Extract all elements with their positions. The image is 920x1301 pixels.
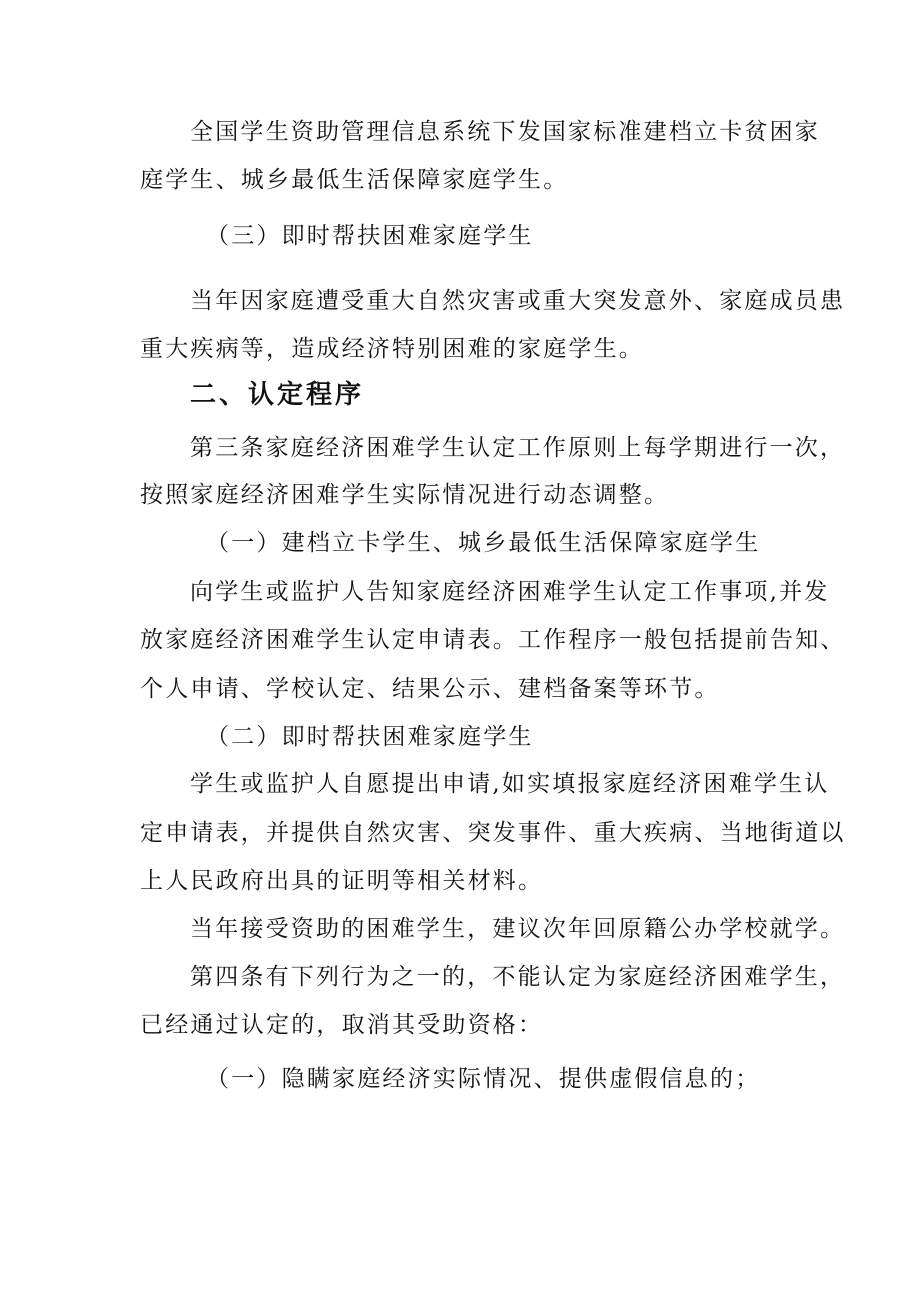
- paragraph-line: 第三条家庭经济困难学生认定工作原则上每学期进行一次，: [190, 435, 846, 461]
- paragraph-line: 庭学生、城乡最低生活保障家庭学生。: [140, 167, 569, 193]
- paragraph-line: 第四条有下列行为之一的，不能认定为家庭经济困难学生，: [190, 964, 846, 990]
- section-heading: 二、认定程序: [190, 380, 365, 410]
- paragraph-line: 学生或监护人自愿提出申请,如实填报家庭经济困难学生认: [190, 771, 830, 797]
- paragraph-line: 重大疾病等，造成经济特别困难的家庭学生。: [140, 336, 644, 362]
- subsection-heading: （一）建档立卡学生、城乡最低生活保障家庭学生: [206, 530, 761, 556]
- subsection-heading: （二）即时帮扶困难家庭学生: [206, 724, 534, 750]
- paragraph-line: 按照家庭经济困难学生实际情况进行动态调整。: [140, 482, 670, 508]
- paragraph-line: 已经通过认定的，取消其受助资格：: [140, 1012, 544, 1038]
- list-item: （一）隐瞒家庭经济实际情况、提供虚假信息的；: [206, 1066, 761, 1092]
- paragraph-line: 当年接受资助的困难学生，建议次年回原籍公办学校就学。: [190, 916, 846, 942]
- paragraph-line: 上人民政府出具的证明等相关材料。: [140, 868, 544, 894]
- paragraph-line: 当年因家庭遭受重大自然灾害或重大突发意外、家庭成员患: [190, 288, 846, 314]
- subsection-heading: （三）即时帮扶困难家庭学生: [206, 223, 534, 249]
- paragraph-line: 全国学生资助管理信息系统下发国家标准建档立卡贫困家: [190, 119, 820, 145]
- paragraph-line: 个人申请、学校认定、结果公示、建档备案等环节。: [140, 676, 720, 702]
- paragraph-line: 放家庭经济困难学生认定申请表。工作程序一般包括提前告知、: [140, 627, 846, 653]
- paragraph-line: 定申请表，并提供自然灾害、突发事件、重大疾病、当地街道以: [140, 820, 846, 846]
- paragraph-line: 向学生或监护人告知家庭经济困难学生认定工作事项,并发: [190, 579, 830, 605]
